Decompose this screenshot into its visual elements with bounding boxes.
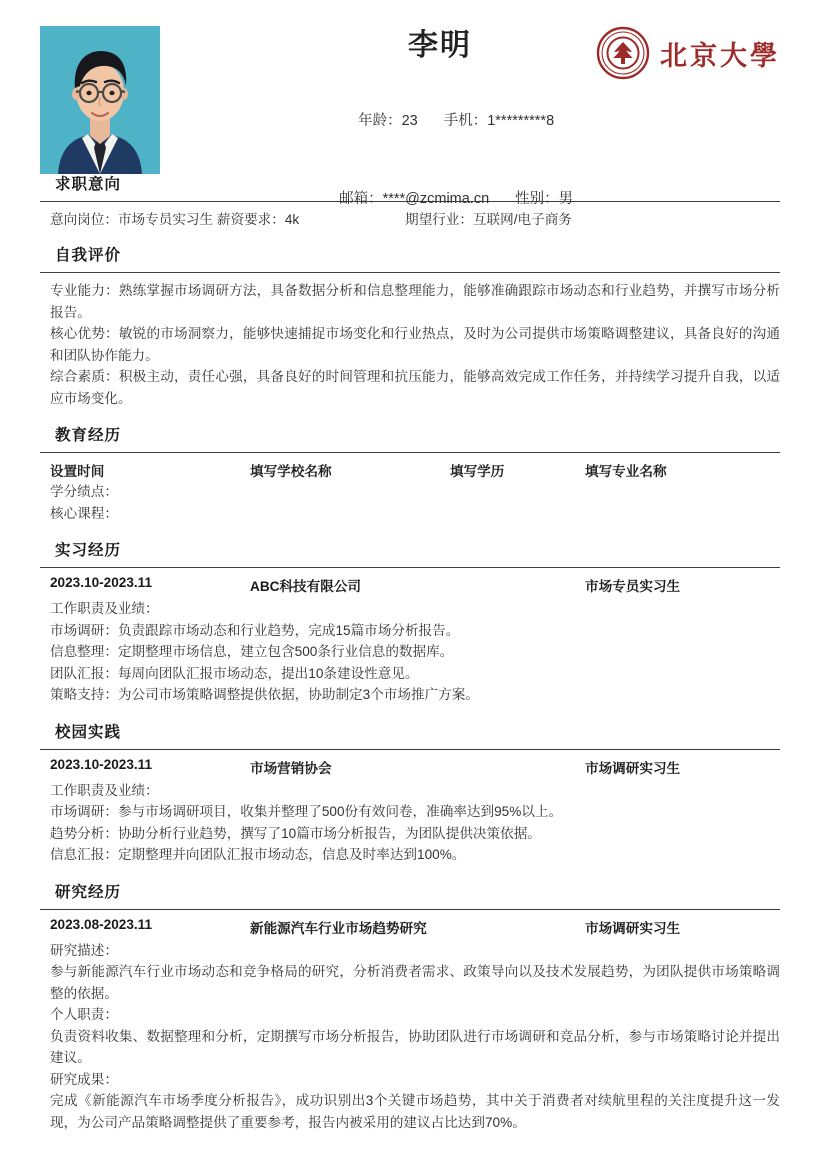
age-value: 23 bbox=[401, 113, 418, 129]
self-evaluation-paragraph: 核心优势：敏锐的市场洞察力，能够快速捕捉市场变化和行业热点，及时为公司提供市场策略调整建议，具备良好的沟通和团队协作能力。 bbox=[50, 326, 780, 363]
section-title-education: 教育经历 bbox=[55, 427, 122, 444]
education-column-time: 设置时间 bbox=[50, 464, 105, 479]
research-block-label: 个人职责： bbox=[50, 1007, 118, 1022]
education-field-courses: 核心课程： bbox=[50, 505, 118, 521]
self-evaluation-paragraph: 专业能力：熟练掌握市场调研方法，具备数据分析和信息整理能力，能够准确跟踪市场动态和行业趋势，并撰写市场分析报告。 bbox=[50, 283, 780, 320]
campus-practice-entry-header bbox=[40, 757, 780, 779]
university-logo bbox=[596, 26, 780, 80]
contact-line-1 bbox=[200, 82, 680, 160]
internship-subheading: 工作职责及业绩： bbox=[50, 601, 159, 616]
self-evaluation-paragraph: 综合素质：积极主动，责任心强，具备良好的时间管理和抗压能力，能够高效完成工作任务，并持续学习提升自我，以适应市场变化。 bbox=[50, 369, 780, 406]
section-education bbox=[40, 423, 780, 524]
phone-label: 手机： bbox=[443, 113, 488, 129]
table-row bbox=[40, 460, 780, 481]
list-item: 市场调研：负责跟踪市场动态和行业趋势，完成15篇市场分析报告。 bbox=[50, 622, 460, 638]
page-title: 李明 bbox=[408, 29, 472, 62]
research-block-text: 参与新能源汽车行业市场动态和竞争格局的研究，分析消费者需求、政策导向以及技术发展趋势，为团队提供市场策略调整的依据。 bbox=[50, 964, 780, 1001]
internship-company: ABC科技有限公司 bbox=[250, 579, 362, 594]
campus-practice-date: 2023.10-2023.11 bbox=[50, 756, 153, 772]
research-block-text: 完成《新能源汽车市场季度分析报告》，成功识别出3个关键市场趋势，其中关于消费者对续航里程的关注度提升这一发现，为公司产品策略调整提供了重要参考，报告内被采用的建议占比达到70%。 bbox=[50, 1093, 780, 1130]
list-item: 信息整理：定期整理市场信息，建立包含500条行业信息的数据库。 bbox=[50, 644, 454, 659]
list-item: 市场调研：参与市场调研项目，收集并整理了500份有效问卷，准确率达到95%以上。 bbox=[50, 804, 563, 819]
job-intention-industry: 期望行业：互联网/电子商务 bbox=[405, 212, 572, 227]
list-item: 信息汇报：定期整理并向团队汇报市场动态，信息及时率达到100%。 bbox=[50, 847, 466, 862]
research-block-label: 研究描述： bbox=[50, 942, 118, 958]
research-role: 市场调研实习生 bbox=[585, 920, 681, 936]
education-column-degree: 填写学历 bbox=[450, 464, 505, 479]
section-title-internship: 实习经历 bbox=[55, 542, 122, 559]
section-divider bbox=[40, 272, 780, 273]
section-title-self-evaluation: 自我评价 bbox=[55, 247, 122, 264]
research-date: 2023.08-2023.11 bbox=[50, 916, 153, 932]
section-divider bbox=[40, 909, 780, 910]
section-internship bbox=[40, 538, 780, 706]
section-title-job-intention: 求职意向 bbox=[55, 176, 122, 193]
list-item: 趋势分析：协助分析行业趋势，撰写了10篇市场分析报告，为团队提供决策依据。 bbox=[50, 825, 541, 841]
section-research bbox=[40, 880, 780, 1134]
research-topic: 新能源汽车行业市场趋势研究 bbox=[250, 920, 427, 936]
campus-practice-role: 市场调研实习生 bbox=[585, 760, 681, 776]
internship-entry-header bbox=[40, 575, 780, 597]
avatar bbox=[40, 26, 160, 174]
gender-value: 男 bbox=[558, 191, 574, 207]
campus-practice-organization: 市场营销协会 bbox=[250, 760, 332, 776]
education-column-major: 填写专业名称 bbox=[585, 464, 667, 479]
research-block-label: 研究成果： bbox=[50, 1071, 118, 1087]
campus-practice-subheading: 工作职责及业绩： bbox=[50, 782, 159, 798]
education-column-school: 填写学校名称 bbox=[250, 464, 332, 479]
section-divider bbox=[40, 452, 780, 453]
gender-label: 性别： bbox=[515, 191, 559, 207]
internship-role: 市场专员实习生 bbox=[585, 579, 681, 594]
university-name: 北京大學 bbox=[660, 40, 780, 72]
phone-value: 1*********8 bbox=[487, 113, 555, 129]
section-title-campus-practice: 校园实践 bbox=[55, 723, 122, 741]
section-title-research: 研究经历 bbox=[55, 883, 122, 901]
section-divider bbox=[40, 567, 780, 568]
age-label: 年龄： bbox=[358, 113, 402, 129]
section-self-evaluation bbox=[40, 243, 780, 409]
job-intention-position: 意向岗位：市场专员实习生 薪资要求：4k bbox=[50, 212, 300, 227]
research-entry-header bbox=[40, 917, 780, 939]
list-item: 策略支持：为公司市场策略调整提供依据，协助制定3个市场推广方案。 bbox=[50, 687, 479, 702]
peking-university-seal-icon bbox=[596, 26, 650, 80]
section-campus-practice bbox=[40, 720, 780, 866]
email-value: ****@zcmima.cn bbox=[382, 191, 490, 207]
email-label: 邮箱： bbox=[339, 191, 383, 207]
section-divider bbox=[40, 749, 780, 750]
education-field-gpa: 学分绩点： bbox=[50, 484, 118, 499]
internship-date: 2023.10-2023.11 bbox=[50, 575, 153, 590]
contact-line-2 bbox=[200, 160, 680, 238]
list-item: 团队汇报：每周向团队汇报市场动态，提出10条建设性意见。 bbox=[50, 665, 419, 681]
research-block-text: 负责资料收集、数据整理和分析，定期撰写市场分析报告，协助团队进行市场调研和竞品分析，参与市场策略讨论并提出建议。 bbox=[50, 1028, 780, 1065]
